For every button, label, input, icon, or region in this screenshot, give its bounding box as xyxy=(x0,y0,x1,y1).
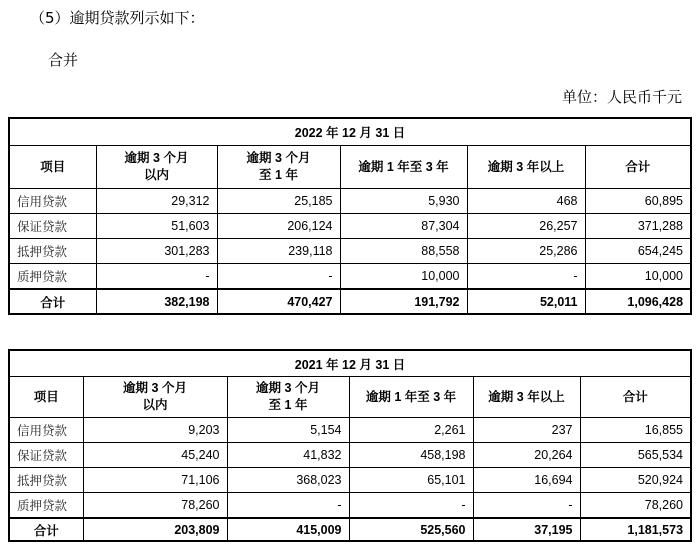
table-cell: - xyxy=(217,264,340,290)
table-cell: 2,261 xyxy=(349,418,473,443)
table-row xyxy=(9,214,691,239)
row-label: 保证贷款 xyxy=(9,214,96,239)
total-cell: 203,809 xyxy=(83,518,227,541)
table-row xyxy=(9,418,691,443)
row-label: 信用贷款 xyxy=(9,418,83,443)
column-header: 逾期 3 个月 至 1 年 xyxy=(227,377,349,418)
table-cell: 565,534 xyxy=(580,443,691,468)
table-row xyxy=(9,443,691,468)
table-cell: 458,198 xyxy=(349,443,473,468)
total-cell: 525,560 xyxy=(349,518,473,541)
overdue-loans-table-2021 xyxy=(8,349,692,542)
total-cell: 415,009 xyxy=(227,518,349,541)
table-cell: 16,855 xyxy=(580,418,691,443)
section-heading: （5）逾期贷款列示如下： xyxy=(30,9,205,27)
row-label: 质押贷款 xyxy=(9,493,83,519)
table-cell: 25,286 xyxy=(467,239,585,264)
table-cell: 468 xyxy=(467,189,585,214)
column-header: 逾期 1 年至 3 年 xyxy=(349,377,473,418)
table-cell: 88,558 xyxy=(340,239,467,264)
table-row xyxy=(9,189,691,214)
table-cell: 29,312 xyxy=(96,189,217,214)
table-cell: 20,264 xyxy=(473,443,580,468)
column-header: 合计 xyxy=(585,146,691,189)
row-label: 抵押贷款 xyxy=(9,239,96,264)
total-label: 合计 xyxy=(9,289,96,314)
table-cell: 10,000 xyxy=(340,264,467,290)
table-cell: 10,000 xyxy=(585,264,691,290)
table-cell: 25,185 xyxy=(217,189,340,214)
total-cell: 382,198 xyxy=(96,289,217,314)
table-cell: 71,106 xyxy=(83,468,227,493)
table-cell: 65,101 xyxy=(349,468,473,493)
column-header: 逾期 3 年以上 xyxy=(473,377,580,418)
table-cell: 51,603 xyxy=(96,214,217,239)
table-cell: - xyxy=(473,493,580,519)
table-total-row xyxy=(9,289,691,314)
table-header-row xyxy=(9,377,691,418)
column-header: 逾期 3 年以上 xyxy=(467,146,585,189)
table-caption-row xyxy=(9,118,691,146)
table-cell: 654,245 xyxy=(585,239,691,264)
column-header: 逾期 1 年至 3 年 xyxy=(340,146,467,189)
row-label: 质押贷款 xyxy=(9,264,96,290)
table-cell: 5,154 xyxy=(227,418,349,443)
total-cell: 52,011 xyxy=(467,289,585,314)
table-cell: 301,283 xyxy=(96,239,217,264)
table-cell: 237 xyxy=(473,418,580,443)
table-caption: 2022 年 12 月 31 日 xyxy=(9,118,691,146)
table-cell: 9,203 xyxy=(83,418,227,443)
row-label: 抵押贷款 xyxy=(9,468,83,493)
overdue-loans-table-2022 xyxy=(8,117,692,315)
column-header: 项目 xyxy=(9,146,96,189)
total-label: 合计 xyxy=(9,518,83,541)
table-cell: - xyxy=(227,493,349,519)
scope-label: 合并 xyxy=(48,51,79,69)
table-cell: 5,930 xyxy=(340,189,467,214)
table-cell: 520,924 xyxy=(580,468,691,493)
table-cell: - xyxy=(96,264,217,290)
table-cell: 371,288 xyxy=(585,214,691,239)
total-cell: 37,195 xyxy=(473,518,580,541)
table-header-row xyxy=(9,146,691,189)
total-cell: 470,427 xyxy=(217,289,340,314)
table-cell: 41,832 xyxy=(227,443,349,468)
table-row xyxy=(9,493,691,519)
table-cell: - xyxy=(349,493,473,519)
table-row xyxy=(9,239,691,264)
table-cell: 78,260 xyxy=(580,493,691,519)
row-label: 信用贷款 xyxy=(9,189,96,214)
total-cell: 191,792 xyxy=(340,289,467,314)
column-header: 逾期 3 个月 至 1 年 xyxy=(217,146,340,189)
unit-label: 单位：人民币千元 xyxy=(561,88,682,106)
table-caption-row xyxy=(9,350,691,377)
table-cell: - xyxy=(467,264,585,290)
table-cell: 206,124 xyxy=(217,214,340,239)
table-cell: 26,257 xyxy=(467,214,585,239)
table-total-row xyxy=(9,518,691,541)
column-header: 逾期 3 个月 以内 xyxy=(96,146,217,189)
table-cell: 78,260 xyxy=(83,493,227,519)
table-cell: 368,023 xyxy=(227,468,349,493)
column-header: 逾期 3 个月 以内 xyxy=(83,377,227,418)
total-cell: 1,096,428 xyxy=(585,289,691,314)
column-header: 合计 xyxy=(580,377,691,418)
table-cell: 239,118 xyxy=(217,239,340,264)
column-header: 项目 xyxy=(9,377,83,418)
table-row xyxy=(9,264,691,290)
table-cell: 87,304 xyxy=(340,214,467,239)
table-cell: 16,694 xyxy=(473,468,580,493)
table-cell: 45,240 xyxy=(83,443,227,468)
table-cell: 60,895 xyxy=(585,189,691,214)
table-caption: 2021 年 12 月 31 日 xyxy=(9,350,691,377)
total-cell: 1,181,573 xyxy=(580,518,691,541)
row-label: 保证贷款 xyxy=(9,443,83,468)
table-row xyxy=(9,468,691,493)
